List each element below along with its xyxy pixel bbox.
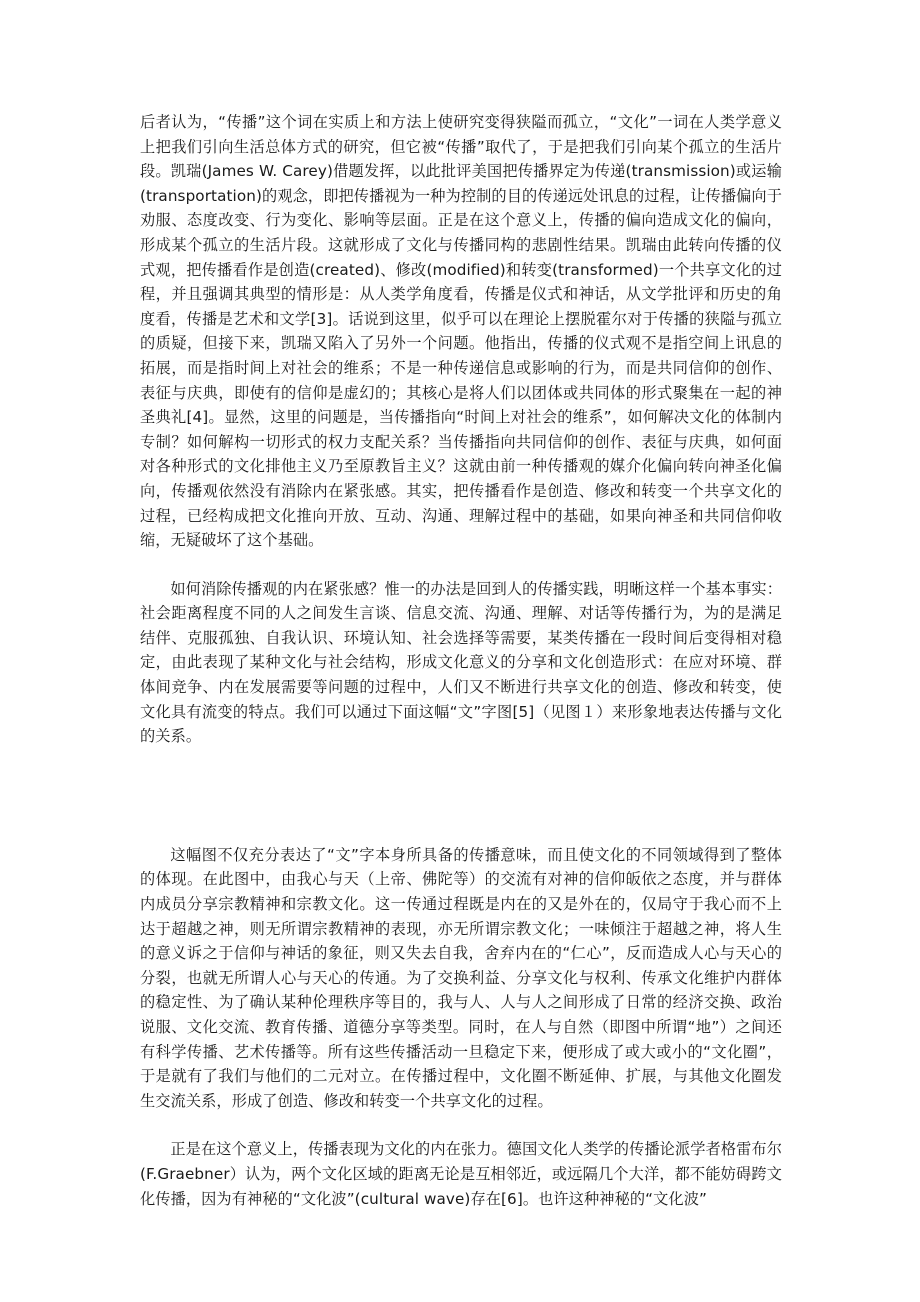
paragraph-3: 这幅图不仅充分表达了“文”字本身所具备的传播意味，而且使文化的不同领域得到了整体的体现。在此图中，由我心与天（上帝、佛陀等）的交流有对神的信仰皈依之态度，并与群体内成员分享宗教精神和宗教文化。这一传通过程既是内在的又是外在的，仅局守于我心而不上达于超越之神，则无所谓宗教精神的表现，亦无所谓宗教文化；一味倾注于超越之神，将人生的意义诉之于信仰与神话的象征，则又失去自我，舍弃内在的“仁心”，反而造成人心与天心的分裂，也就无所谓人心与天心的传通。为了交换利益、分享文化与权利、传承文化维护内群体的稳定性、为了确认某种伦理秩序等目的，我与人、人与人之间形成了日常的经济交换、政治说服、文化交流、教育传播、道德分享等类型。同时，在人与自然（即图中所谓“地”）之间还有科学传播、艺术传播等。所有这些传播活动一旦稳定下来，便形成了或大或小的“文化圈”，于是就有了我们与他们的二元对立。在传播过程中，文化圈不断延伸、扩展，与其他文化圈发生交流关系，形成了创造、修改和转变一个共享文化的过程。 (140, 845, 782, 1110)
paragraph-1: 后者认为，“传播”这个词在实质上和方法上使研究变得狭隘而孤立，“文化”一词在人类学意义上把我们引向生活总体方式的研究，但它被“传播”取代了，于是把我们引向某个孤立的生活片段。凯瑞(James W. Carey)借题发挥，以此批评美国把传播界定为传递(transmission)或运输(transportation)的观念，即把传播视为一种为控制的目的传递远处讯息的过程，让传播偏向于劝服、态度改变、行为变化、影响等层面。正是在这个意义上，传播的偏向造成文化的偏向，形成某个孤立的生活片段。这就形成了文化与传播同构的悲剧性结果。凯瑞由此转向传播的仪式观，把传播看作是创造(created)、修改(modified)和转变(transformed)一个共享文化的过程，并且强调其典型的情形是：从人类学角度看，传播是仪式和神话，从文学批评和历史的角度看，传播是艺术和文学[3]。话说到这里，似乎可以在理论上摆脱霍尔对于传播的狭隘与孤立的质疑，但接下来，凯瑞又陷入了另外一个问题。他指出，传播的仪式观不是指空间上讯息的拓展，而是指时间上对社会的维系；不是一种传递信息或影响的行为，而是共同信仰的创作、表征与庆典，即使有的信仰是虚幻的；其核心是将人们以团体或共同体的形式聚集在一起的神圣典礼[4]。显然，这里的问题是，当传播指向“时间上对社会的维系”，如何解决文化的体制内专制？如何解构一切形式的权力支配关系？当传播指向共同信仰的创作、表征与庆典，如何面对各种形式的文化排他主义乃至原教旨主义？这就由前一种传播观的媒介化偏向转向神圣化偏向，传播观依然没有消除内在紧张感。其实，把传播看作是创造、修改和转变一个共享文化的过程，已经构成把文化推向开放、互动、沟通、理解过程中的基础，如果向神圣和共同信仰收缩，无疑破坏了这个基础。 (140, 113, 782, 550)
paragraph-4: 正是在这个意义上，传播表现为文化的内在张力。德国文化人类学的传播论派学者格雷布尔(F.Graebner）认为，两个文化区域的距离无论是互相邻近，或远隔几个大洋，都不能妨碍跨文化传播，因为有神秘的“文化波”(cultural wave)存在[6]。也许这种神秘的“文化波” (140, 1140, 782, 1208)
document-page (140, 110, 782, 1211)
paragraph-2: 如何消除传播观的内在紧张感？惟一的办法是回到人的传播实践，明晰这样一个基本事实：社会距离程度不同的人之间发生言谈、信息交流、沟通、理解、对话等传播行为，为的是满足结伴、克服孤独、自我认识、环境认知、社会选择等需要，某类传播在一段时间后变得相对稳定，由此表现了某种文化与社会结构，形成文化意义的分享和文化创造形式：在应对环境、群体间竞争、内在发展需要等问题的过程中，人们又不断进行共享文化的创造、修改和转变，使文化具有流变的特点。我们可以通过下面这幅“文”字图[5]（见图１）来形象地表达传播与文化的关系。 (140, 579, 782, 746)
